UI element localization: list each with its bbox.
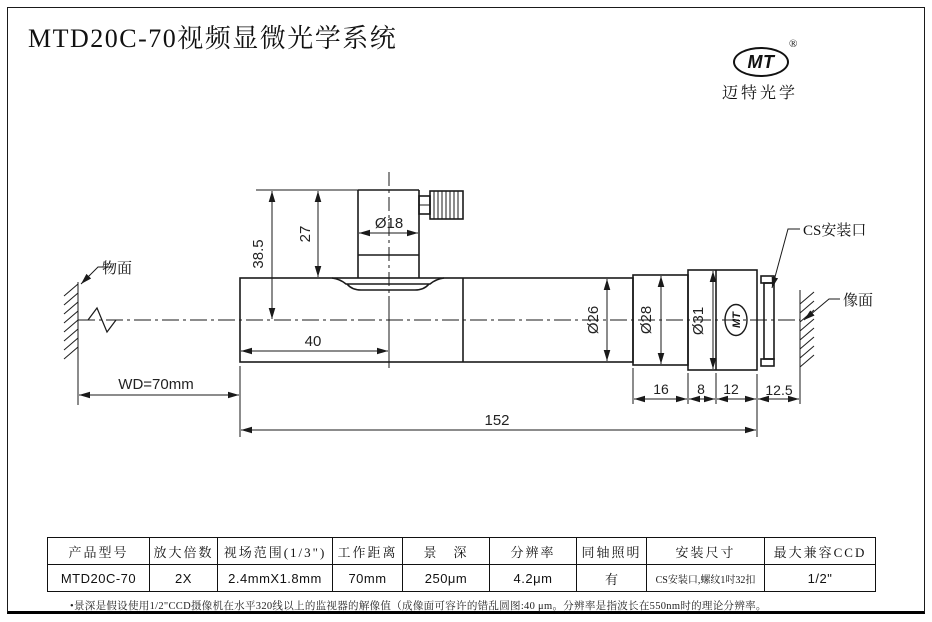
focus-knob <box>419 191 463 219</box>
dim-31: Ø31 <box>690 306 707 336</box>
dim-16: 16 <box>653 381 669 397</box>
value-depth-of-field: 250μm <box>403 565 490 592</box>
mt-logo-text: MT <box>747 51 775 72</box>
header-magnification: 放大倍数 <box>150 538 218 565</box>
header-working-distance: 工作距离 <box>333 538 403 565</box>
dim-12-5: 12.5 <box>765 382 793 398</box>
header-mount-size: 安装尺寸 <box>647 538 765 565</box>
value-resolution: 4.2μm <box>490 565 577 592</box>
value-model: MTD20C-70 <box>48 565 150 592</box>
spec-value-row <box>48 565 876 592</box>
dim-40: 40 <box>304 333 322 350</box>
brand-name: 迈特光学 <box>722 85 799 102</box>
value-coaxial-light: 有 <box>577 565 647 592</box>
left-wall-hatch <box>64 284 78 359</box>
value-magnification: 2X <box>150 565 218 592</box>
spec-table <box>47 537 876 592</box>
value-max-ccd: 1/2" <box>765 565 876 592</box>
header-coaxial-light: 同轴照明 <box>577 538 647 565</box>
pocket-lip <box>332 278 444 284</box>
dim-8: 8 <box>697 381 705 397</box>
dim-38-5: 38.5 <box>250 239 267 269</box>
dim-27: 27 <box>297 225 314 243</box>
dim-18: Ø18 <box>374 215 404 232</box>
spec-header-row <box>48 538 876 565</box>
dim-12: 12 <box>723 381 739 397</box>
image-plane-wall <box>800 290 814 404</box>
page-title: MTD20C-70视频显微光学系统 <box>28 24 398 53</box>
dim-28: Ø28 <box>638 305 655 335</box>
registered-mark: ® <box>789 38 798 50</box>
value-working-distance: 70mm <box>333 565 403 592</box>
dim-26: Ø26 <box>585 305 602 335</box>
value-field-of-view: 2.4mmX1.8mm <box>218 565 333 592</box>
footnote: •景深是假设使用1/2"CCD摄像机在水平320线以上的监视器的解像值（成像面可容许的错乱圆图:40 μm。分辨率是指波长在550nm时的理论分辨率。 <box>70 601 767 612</box>
cs-mount-flange <box>761 276 774 366</box>
header-max-ccd: 最大兼容CCD <box>765 538 876 565</box>
object-plane-wall <box>64 282 78 405</box>
right-wall-hatch <box>800 292 814 367</box>
dim-152: 152 <box>484 412 510 429</box>
value-mount-size: CS安装口,螺纹1吋32扣 <box>647 565 765 592</box>
dim-wd: WD=70mm <box>118 376 194 393</box>
header-field-of-view: 视场范围(1/3") <box>218 538 333 565</box>
knob-knurling <box>434 191 458 219</box>
cs-mount-label: CS安装口 <box>803 223 867 239</box>
image-plane-label: 像面 <box>843 293 874 309</box>
mt-badge-text: MT <box>731 312 743 328</box>
label-leaders <box>81 229 840 320</box>
header-model: 产品型号 <box>48 538 150 565</box>
header-resolution: 分辨率 <box>490 538 577 565</box>
pocket-bowl <box>347 284 429 290</box>
header-depth-of-field: 景 深 <box>403 538 490 565</box>
object-plane-label: 物面 <box>102 261 133 277</box>
